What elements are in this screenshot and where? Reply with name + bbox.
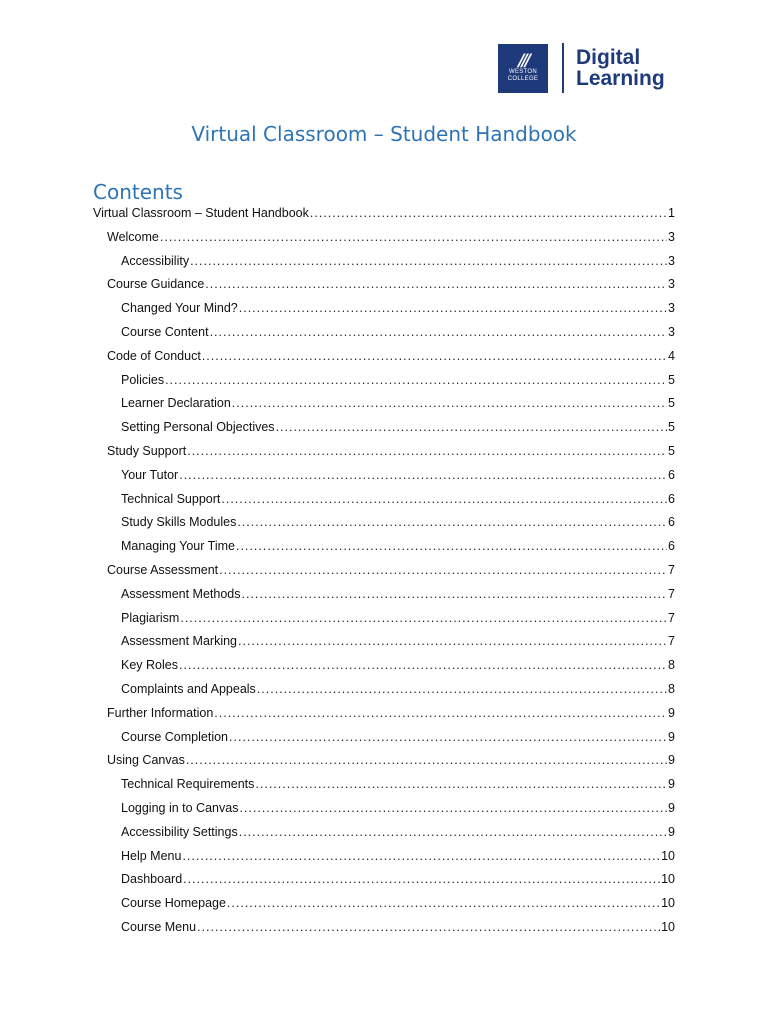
toc-entry[interactable] (107, 702, 675, 724)
document-title: Virtual Classroom – Student Handbook (191, 122, 577, 146)
toc-dot-leader (187, 440, 667, 462)
toc-entry[interactable] (107, 273, 675, 295)
toc-entry[interactable] (121, 392, 675, 414)
toc-entry-page: 5 (668, 420, 675, 435)
toc-entry-title: Assessment Marking (121, 634, 238, 649)
toc-entry[interactable] (121, 464, 675, 486)
logo-text-line1: Digital (576, 46, 641, 69)
toc-entry-title: Policies (121, 372, 165, 387)
toc-entry-title: Using Canvas (107, 753, 185, 768)
toc-dot-leader (205, 273, 667, 295)
toc-dot-leader (276, 416, 667, 438)
toc-entry-title: Course Content (121, 325, 209, 339)
toc-entry-title: Managing Your Time (121, 539, 235, 554)
toc-entry-title: Accessibility (121, 253, 190, 268)
toc-entry-page: 3 (668, 325, 675, 339)
toc-entry[interactable] (121, 511, 675, 533)
logo-text-line2: Learning (576, 67, 665, 90)
toc-entry-page: 9 (668, 705, 675, 720)
toc-entry-page: 9 (668, 729, 675, 744)
toc-entry-page: 5 (668, 396, 675, 411)
toc-entry-title: Changed Your Mind? (121, 301, 238, 316)
toc-entry[interactable] (121, 868, 675, 890)
weston-college-digital-learning-logo (498, 43, 665, 93)
toc-entry-page: 9 (668, 753, 675, 768)
toc-entry[interactable] (107, 226, 675, 248)
toc-entry-title: Setting Personal Objectives (121, 420, 275, 435)
toc-entry[interactable] (107, 440, 675, 462)
toc-entry[interactable] (107, 345, 675, 367)
toc-entry[interactable] (121, 607, 675, 629)
toc-dot-leader (257, 678, 667, 700)
toc-entry-page: 6 (668, 539, 675, 554)
toc-entry-title: Course Menu (121, 920, 197, 934)
toc-entry-page: 5 (668, 444, 675, 458)
toc-entry-title: Assessment Methods (121, 586, 241, 601)
toc-dot-leader (179, 654, 667, 676)
toc-entry-page: 7 (668, 634, 675, 649)
toc-dot-leader (179, 464, 667, 486)
toc-dot-leader (190, 250, 667, 272)
toc-dot-leader (238, 630, 667, 652)
toc-entry-page: 3 (668, 277, 675, 292)
toc-entry-title: Course Guidance (107, 277, 205, 292)
toc-entry[interactable] (121, 797, 675, 819)
toc-dot-leader (227, 892, 660, 914)
toc-entry[interactable] (121, 821, 675, 843)
toc-entry-title: Welcome (107, 229, 159, 244)
toc-dot-leader (197, 916, 660, 938)
toc-entry[interactable] (121, 845, 675, 867)
toc-entry[interactable] (107, 559, 675, 581)
toc-entry-page: 4 (668, 348, 675, 363)
toc-entry-page: 10 (661, 872, 675, 887)
toc-dot-leader (239, 797, 667, 819)
toc-entry-page: 8 (668, 658, 675, 673)
toc-entry-page: 7 (668, 586, 675, 601)
toc-entry[interactable] (107, 749, 675, 771)
toc-entry-title: Plagiarism (121, 610, 180, 625)
toc-entry-title: Study Skills Modules (121, 515, 237, 530)
toc-entry-page: 5 (668, 372, 675, 387)
toc-dot-leader (239, 821, 667, 843)
toc-dot-leader (186, 749, 667, 771)
toc-entry-title: Accessibility Settings (121, 824, 238, 839)
toc-entry-page: 10 (661, 848, 675, 863)
toc-dot-leader (236, 535, 667, 557)
logo-wordmark (576, 47, 665, 89)
toc-entry-title: Virtual Classroom – Student Handbook (93, 206, 309, 220)
toc-entry[interactable] (121, 654, 675, 676)
toc-entry-title: Code of Conduct (107, 348, 201, 363)
toc-dot-leader (232, 392, 667, 414)
toc-dot-leader (229, 726, 667, 748)
toc-entry-title: Course Homepage (121, 896, 226, 911)
toc-entry-page: 10 (661, 920, 675, 934)
toc-entry-page: 9 (668, 824, 675, 839)
toc-entry[interactable] (121, 488, 675, 510)
toc-entry-page: 10 (661, 896, 675, 911)
toc-dot-leader (214, 702, 667, 724)
toc-entry-title: Learner Declaration (121, 396, 231, 411)
weston-college-logo-icon (498, 44, 548, 93)
toc-entry-title: Technical Requirements (121, 777, 255, 792)
toc-entry-title: Key Roles (121, 658, 178, 673)
toc-entry[interactable] (93, 202, 675, 224)
toc-entry-page: 9 (668, 777, 675, 792)
toc-entry[interactable] (121, 773, 675, 795)
toc-entry-title: Course Assessment (107, 563, 219, 577)
toc-entry[interactable] (121, 416, 675, 438)
toc-dot-leader (160, 226, 667, 248)
toc-entry-page: 3 (668, 229, 675, 244)
toc-dot-leader (310, 202, 667, 224)
toc-dot-leader (202, 345, 667, 367)
toc-entry-title: Dashboard (121, 872, 183, 887)
toc-dot-leader (210, 321, 667, 343)
toc-dot-leader (219, 559, 667, 581)
toc-dot-leader (165, 369, 667, 391)
toc-dot-leader (255, 773, 667, 795)
toc-dot-leader (237, 511, 667, 533)
toc-entry[interactable] (121, 297, 675, 319)
toc-entry-title: Further Information (107, 705, 214, 720)
toc-dot-leader (182, 845, 660, 867)
logo-mark-line1: WESTON (508, 69, 538, 75)
logo-mark-line2: COLLEGE (507, 76, 539, 82)
toc-entry-title: Course Completion (121, 729, 228, 744)
toc-entry-page: 6 (668, 491, 675, 506)
toc-dot-leader (221, 488, 667, 510)
toc-entry-page: 3 (668, 253, 675, 268)
toc-entry-page: 6 (668, 467, 675, 482)
toc-entry-page: 1 (668, 206, 675, 220)
toc-entry[interactable] (121, 916, 675, 938)
contents-heading: Contents (93, 180, 183, 204)
toc-entry[interactable] (121, 892, 675, 914)
toc-dot-leader (239, 297, 667, 319)
toc-entry-page: 7 (668, 563, 675, 577)
toc-entry[interactable] (121, 726, 675, 748)
toc-entry-page: 7 (668, 610, 675, 625)
toc-entry-title: Logging in to Canvas (121, 801, 239, 815)
toc-entry-title: Study Support (107, 444, 187, 458)
toc-entry-page: 6 (668, 515, 675, 530)
toc-dot-leader (183, 868, 660, 890)
toc-entry-page: 8 (668, 682, 675, 696)
toc-entry[interactable] (121, 321, 675, 343)
toc-entry[interactable] (121, 583, 675, 605)
toc-dot-leader (180, 607, 667, 629)
toc-entry[interactable] (121, 250, 675, 272)
toc-entry[interactable] (121, 678, 675, 700)
toc-entry[interactable] (121, 535, 675, 557)
toc-entry-title: Help Menu (121, 848, 182, 863)
toc-entry-page: 9 (668, 801, 675, 815)
toc-entry-title: Complaints and Appeals (121, 682, 256, 696)
toc-dot-leader (242, 583, 668, 605)
toc-entry[interactable] (121, 630, 675, 652)
toc-entry-page: 3 (668, 301, 675, 316)
toc-entry-title: Technical Support (121, 491, 221, 506)
toc-entry[interactable] (121, 369, 675, 391)
toc-entry-title: Your Tutor (121, 467, 179, 482)
logo-divider (562, 43, 564, 93)
wc-glyph: /// (518, 51, 528, 71)
